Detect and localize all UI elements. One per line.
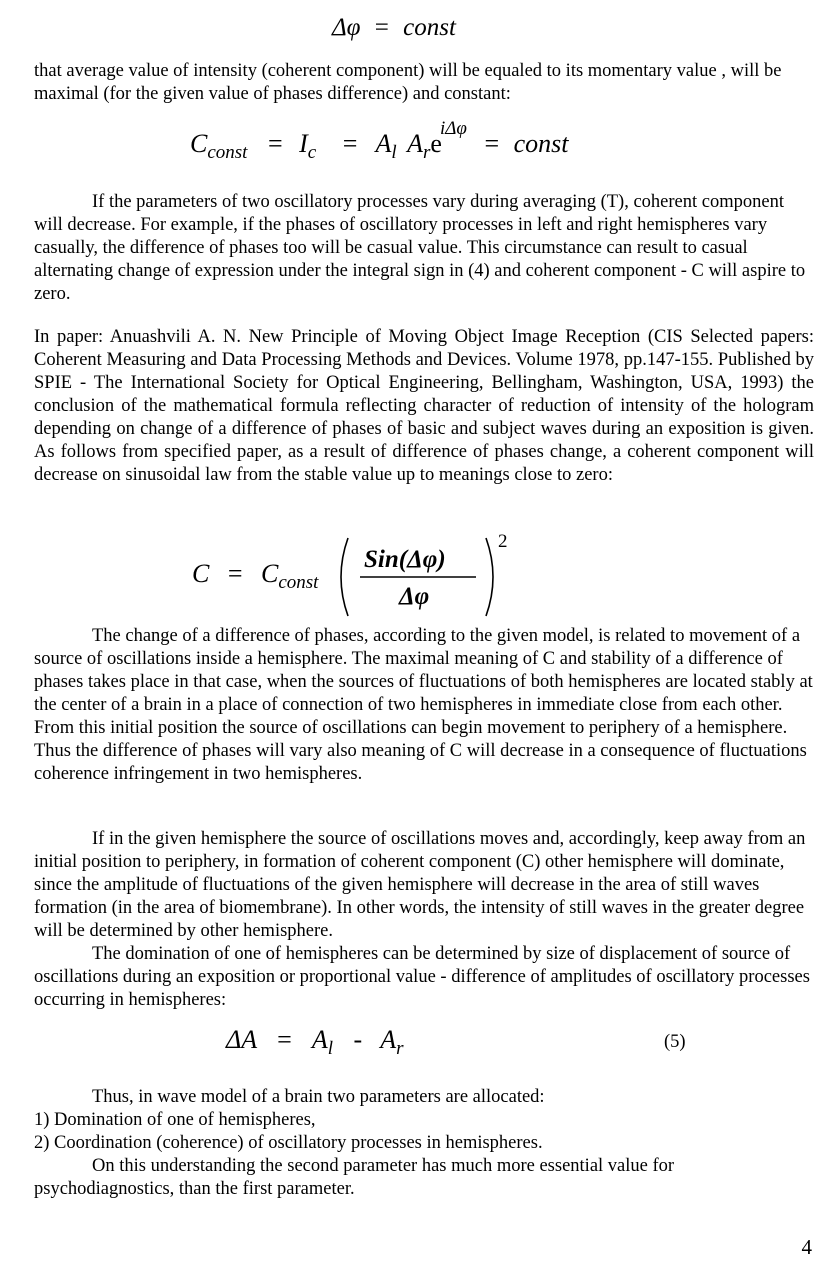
eq-ar: A [407,129,423,158]
eq-al-sub: l [327,1038,334,1059]
equation-number: (5) [664,1032,686,1052]
eq-sign: = [277,1025,292,1054]
eq-i: I [299,129,308,158]
eq-i-sub: c [307,142,317,163]
eq-al: A [375,129,392,158]
eq-sign-3: = [484,129,500,158]
equation-phase-constant [332,16,456,39]
eq-lhs: Δφ [332,14,361,41]
paragraph-source-moves: If in the given hemisphere the source of oscillations moves and, accordingly, keep away from an initial position to periphery, in formation of coherent component (C) other hemisphere will dominate, since the amplitude of fluctuations of the given hemisphere will decrease in the area of still waves formation (in the area of biomembrane). In other words, the intensity of still waves in the greater degree will be determined by other hemisphere. [34,829,806,941]
eq-sign: = [227,559,243,588]
eq-c: C [190,129,208,158]
eq-sign-1: = [267,129,283,158]
power-exponent: 2 [498,531,508,552]
eq-al-sub: l [391,142,397,163]
eq-lhs: ΔA [226,1025,257,1054]
list-item: 1) Domination of one of hemispheres, [34,1110,316,1130]
eq-cc-sub: const [278,572,319,593]
equation-coherent-constant [190,129,569,164]
eq-ar-sub: r [396,1038,404,1059]
eq-e: e [430,129,442,158]
fraction-denominator: Δφ [399,583,430,610]
eq-cc: C [261,559,279,588]
paragraph-phase-change: The change of a difference of phases, according to the given model, is related to movement of a source of oscillations inside a hemisphere. The maximal meaning of C and stability of a difference of phases takes place in that case, when the sources of fluctuations of both hemispheres are located stably at the center of a brain in a place of connection of two hemispheres in immediate close from each other. From this initial position the source of oscillations can begin movement to periphery of a hemisphere. Thus the difference of phases will vary also meaning of C will decrease in a consequence of fluctuations coherence infringement in two hemispheres. [34,626,813,784]
equation-sinc [192,559,319,594]
eq-c-sub: const [207,142,248,163]
eq-ar-sub: r [423,142,431,163]
list-item: 2) Coordination (coherence) of oscillatory processes in hemispheres. [34,1133,543,1153]
eq-const: const [513,129,569,158]
page-number: 4 [801,1235,812,1259]
eq-al: A [311,1025,328,1054]
eq-sign-2: = [342,129,358,158]
fraction-numerator: Sin(Δφ) [364,546,446,573]
eq-ar: A [380,1025,397,1054]
eq-c: C [192,559,210,588]
equation-amplitude-difference [226,1025,404,1060]
eq-rhs: const [403,14,456,41]
eq-sign: = [374,14,389,41]
eq-minus: - [353,1025,363,1054]
eq-exponent: iΔφ [440,118,467,139]
paragraph-second-parameter: On this understanding the second parameter has much more essential value for psychodiagnostics, than the first parameter. [34,1156,675,1199]
paragraph-parameters-vary: If the parameters of two oscillatory processes vary during averaging (T), coherent component will decrease. For example, if the phases of oscillatory processes in left and right hemispheres vary casually, the difference of phases too will be casual value. This circumstance can result to casual alternating change of expression under the integral sign in (4) and coherent component - C will aspire to zero. [34,192,806,304]
paragraph-average-intensity: that average value of intensity (coherent component) will be equaled to its momentary value , will be maximal (for the given value of phases difference) and constant: [34,61,782,104]
paragraph-anuashvili-paper: In paper: Anuashvili A. N. New Principle of Moving Object Image Reception (CIS Selected papers: Coherent Measuring and Data Processing Methods and Devices. Volume 1978, pp.147-155. Published by SPIE - The International Society for Optical Engineering, Bellingham, Washington, USA, 1993) the conclusion of the mathematical formula reflecting character of reduction of intensity of the hologram depending on change of a difference of phases of basic and subject waves during an exposition is given. As follows from specified paper, as a result of difference of phases change, a coherent component will decrease on sinusoidal law from the stable value up to meanings close to zero: [34,327,814,485]
paragraph-two-parameters: Thus, in wave model of a brain two parameters are allocated: [92,1087,545,1107]
paragraph-domination: The domination of one of hemispheres can be determined by size of displacement of source of oscillations during an exposition or proportional value - difference of amplitudes of oscillatory processes occurring in hemispheres: [34,944,810,1010]
